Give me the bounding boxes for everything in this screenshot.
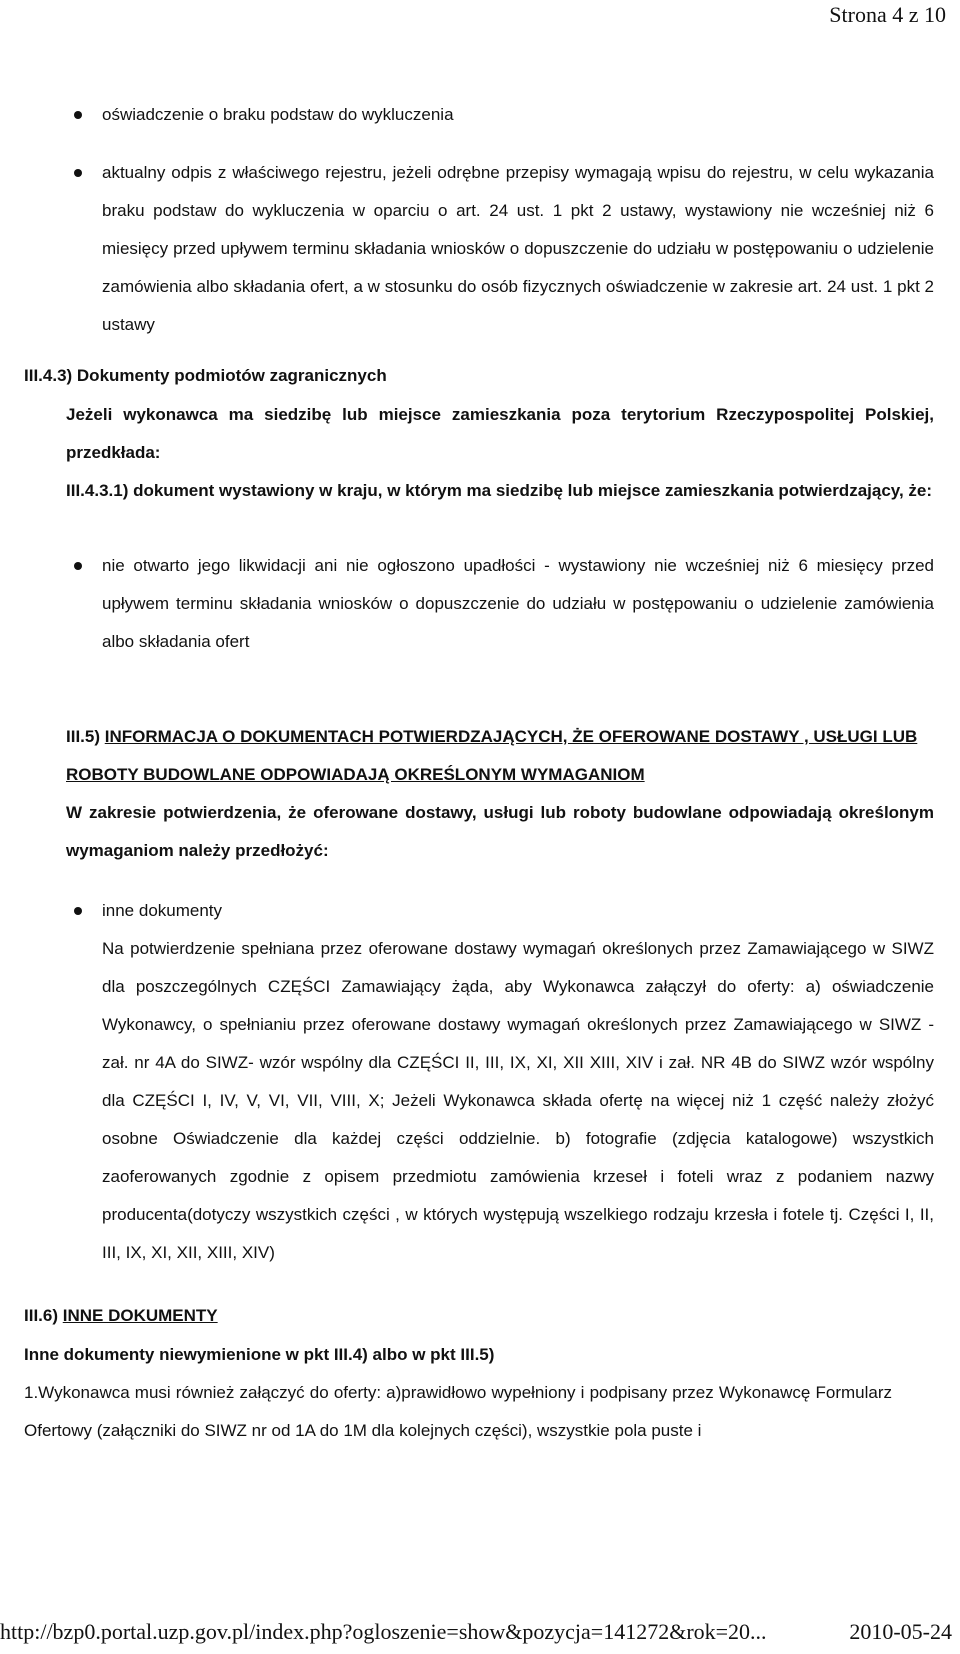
conformity-details: Na potwierdzenie spełniana przez oferowane dostawy wymagań określonych przez Zamawiającego w SIWZ dla poszczególnych CZĘŚCI Zamawiający żąda, aby Wykonawca załączył do oferty: a) oświadczenie Wykonawcy, o spełnianiu przez oferowane dostawy wymagań określonych przez Zamawiającego w SIWZ - zał. nr 4A do SIWZ- wzór wspólny dla CZĘŚCI II, III, IX, XI, XII XIII, XIV i zał. NR 4B do SIWZ wzór wspólny dla CZĘŚCI I, IV, V, VI, VII, VIII, X; Jeżeli Wykonawca składa ofertę na więcej niż 1 część należy złożyć osobne Oświadczenie dla każdej części oddzielnie. b) fotografie (zdjęcia katalogowe) wszystkich zaoferowanych zgodnie z opisem przedmiotu zamówienia krzeseł i foteli wraz z podaniem nazwy producenta(dotyczy wszystkich części , w których występują wszelkiego rodzaju krzesła i fotele tj. Części I, II, III, IX, XI, XII, XIII, XIV): [102, 939, 934, 1262]
list-item-registry-extract: aktualny odpis z właściwego rejestru, jeżeli odrębne przepisy wymagają wpisu do rejestru, w celu wykazania braku podstaw do wykluczenia w oparciu o art. 24 ust. 1 pkt 2 ustawy, wystawiony nie wcześniej niż 6 miesięcy przed upływem terminu składania wniosków o dopuszczenie do udziału w postępowaniu o udzielenie zamówienia albo składania ofert, a w stosunku do osób fizycznych oświadczenie w zakresie art. 24 ust. 1 pkt 2 ustawy: [24, 154, 934, 344]
other-documents-text: 1.Wykonawca musi również załączyć do oferty: a)prawidłowo wypełniony i podpisany przez Wykonawcę Formularz Ofertowy (załączniki do SIWZ nr od 1A do 1M dla kolejnych części), wszystkie pola puste i: [24, 1383, 892, 1440]
heading-III-6-number: III.6): [24, 1306, 63, 1325]
subheading-III-6: Inne dokumenty niewymienione w pkt III.4) albo w pkt III.5): [24, 1345, 495, 1364]
list-item-no-liquidation: nie otwarto jego likwidacji ani nie ogłoszono upadłości - wystawiony nie wcześniej niż 6 miesięcy przed upływem terminu składania wniosków o dopuszczenie do udziału w postępowaniu o udzielenie zamówienia albo składania ofert: [24, 547, 934, 661]
subheading-III-4-3-1: III.4.3.1) dokument wystawiony w kraju, w którym ma siedzibę lub miejsce zamieszkania potwierdzający, że:: [66, 481, 933, 500]
heading-III-5: [66, 718, 934, 794]
heading-III-6-title: INNE DOKUMENTY: [62, 1306, 218, 1325]
heading-III-5-number: III.5): [66, 727, 105, 746]
conformity-intro: W zakresie potwierdzenia, że oferowane dostawy, usługi lub roboty budowlane odpowiadają określonym wymaganiom należy przedłożyć:: [66, 803, 934, 860]
heading-III-5-title: INFORMACJA O DOKUMENTACH POTWIERDZAJĄCYCH, ŻE OFEROWANE DOSTAWY , USŁUGI LUB ROBOTY BUDOWLANE ODPOWIADAJĄ OKREŚLONYM WYMAGANIOM: [66, 727, 918, 784]
heading-III-4-3: III.4.3) Dokumenty podmiotów zagranicznych: [24, 366, 387, 385]
foreign-entity-intro: Jeżeli wykonawca ma siedzibę lub miejsce zamieszkania poza terytorium Rzeczypospolitej Polskiej, przedkłada:: [66, 405, 934, 462]
footer-date: 2010-05-24: [849, 1619, 952, 1644]
list-item-exclusion-statement: oświadczenie o braku podstaw do wykluczenia: [24, 96, 934, 134]
footer-url: http://bzp0.portal.uzp.gov.pl/index.php?ogloszenie=show&pozycja=141272&rok=20...: [0, 1619, 767, 1644]
list-item-other-documents: inne dokumenty: [24, 892, 934, 930]
page-indicator: Strona 4 z 10: [829, 2, 946, 27]
heading-III-6: [24, 1297, 218, 1335]
